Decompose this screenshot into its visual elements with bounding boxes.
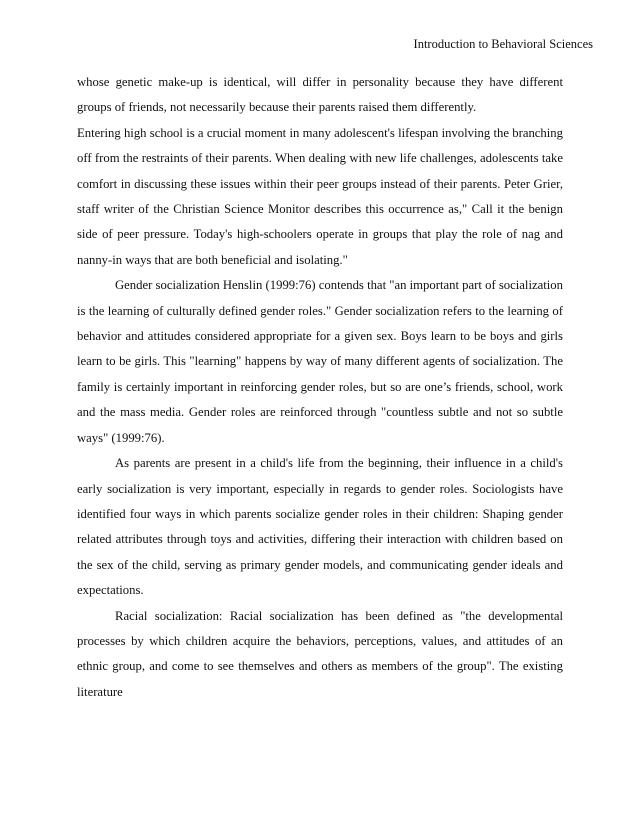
paragraph-gender-socialization: Gender socialization Henslin (1999:76) contends that "an important part of socialization is the learning of culturally defined gender roles." Gender socialization refers to the learning of behavior and attitudes considered appropriate for a given sex. Boys learn to be boys and girls learn to be girls. This "learning" happens by way of many different agents of socialization. The family is certainly important in reinforcing gender roles, but so are one’s friends, school, work and the mass media. Gender roles are reinforced through "countless subtle and not so subtle ways" (1999:76). (77, 278, 563, 445)
body-text (77, 70, 563, 705)
paragraph-parents-influence: As parents are present in a child's life from the beginning, their influence in a child's early socialization is very important, especially in regards to gender roles. Sociologists have identified four ways in which parents socialize gender roles in their children: Shaping gender related attributes through toys and activities, differing their interaction with children based on the sex of the child, serving as primary gender models, and communicating gender ideals and expectations. (77, 456, 563, 598)
paragraph-continuation: whose genetic make-up is identical, will differ in personality because they have different groups of friends, not necessarily because their parents raised them differently. (77, 75, 563, 115)
paragraph-racial-socialization: Racial socialization: Racial socialization has been defined as "the developmental processes by which children acquire the behaviors, perceptions, values, and attitudes of an ethnic group, and come to see themselves and others as members of the group". The existing literature (77, 608, 563, 699)
paragraph-peer-groups: Entering high school is a crucial moment in many adolescent's lifespan involving the branching off from the restraints of their parents. When dealing with new life challenges, adolescents take comfort in discussing these issues within their peer groups instead of their parents. Peter Grier, staff writer of the Christian Science Monitor describes this occurrence as," Call it the benign side of peer pressure. Today's high-schoolers operate in groups that play the role of nag and nanny-in ways that are both beneficial and isolating." (77, 125, 563, 267)
running-header: Introduction to Behavioral Sciences (413, 37, 593, 51)
